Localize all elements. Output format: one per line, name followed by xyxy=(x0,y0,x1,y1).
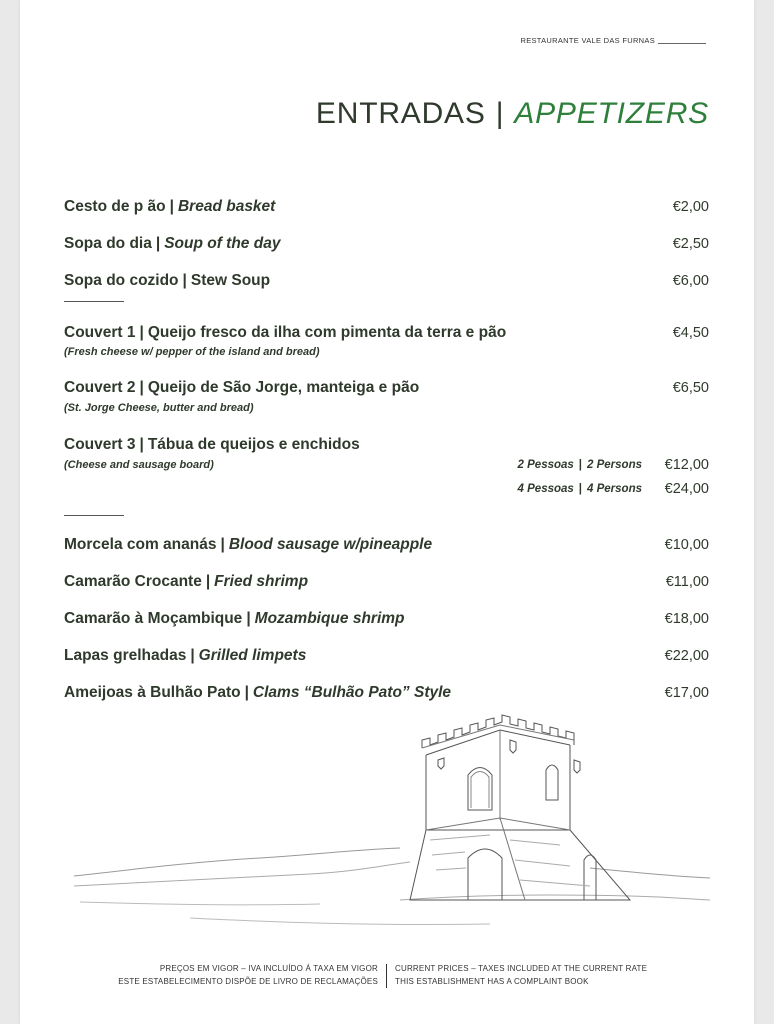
item-name-pt: Couvert 3 xyxy=(64,436,136,453)
item-price: €6,50 xyxy=(672,380,709,396)
option-pt: 4 Pessoas xyxy=(517,483,574,495)
item-name-en: Tábua de queijos e enchidos xyxy=(147,436,360,453)
item-price: €4,50 xyxy=(672,325,709,341)
item-name-pt: Lapas grelhadas xyxy=(64,647,187,664)
menu-item-grilled-limpets xyxy=(64,647,306,665)
title-separator: | xyxy=(495,97,505,130)
page-title xyxy=(316,97,709,131)
footer-divider xyxy=(386,964,387,988)
menu-item-fried-shrimp xyxy=(64,573,308,591)
separator: | xyxy=(578,483,583,495)
section-divider xyxy=(64,515,124,516)
option-pt: 2 Pessoas xyxy=(517,459,574,471)
option-en: 2 Persons xyxy=(587,459,642,471)
menu-item-mozambique-shrimp xyxy=(64,610,405,628)
title-portuguese: ENTRADAS xyxy=(315,97,486,130)
separator: | xyxy=(169,198,174,215)
footer-right-line2: THIS ESTABLISHMENT HAS A COMPLAINT BOOK xyxy=(395,977,589,986)
option-persons xyxy=(518,483,642,495)
item-name-en: Fried shrimp xyxy=(214,573,309,590)
item-price: €17,00 xyxy=(664,685,709,701)
separator: | xyxy=(578,459,583,471)
item-name-en: Grilled limpets xyxy=(198,647,307,664)
item-price: €6,00 xyxy=(672,273,709,289)
item-description: (Cheese and sausage board) xyxy=(64,459,214,471)
item-price: €2,50 xyxy=(672,236,709,252)
option-persons xyxy=(518,459,642,471)
separator: | xyxy=(205,573,211,590)
separator: | xyxy=(139,436,144,453)
menu-item-couvert-1 xyxy=(64,324,506,342)
item-name-en: Bread basket xyxy=(177,198,276,215)
menu-page xyxy=(20,0,754,1024)
menu-item-couvert-3 xyxy=(64,436,360,454)
item-price: €22,00 xyxy=(664,648,709,664)
option-en: 4 Persons xyxy=(587,483,642,495)
item-name-en: Stew Soup xyxy=(190,272,271,289)
item-price: €11,00 xyxy=(665,574,709,590)
separator: | xyxy=(190,647,195,664)
blank-line xyxy=(658,43,706,44)
restaurant-name xyxy=(520,36,706,45)
item-name-pt: Camarão Crocante xyxy=(64,573,202,590)
separator: | xyxy=(220,536,225,553)
separator: | xyxy=(182,272,187,289)
item-price: €10,00 xyxy=(664,537,709,553)
item-name-en: Clams “Bulhão Pato” Style xyxy=(252,684,452,701)
item-name-en: Mozambique shrimp xyxy=(254,610,405,627)
footer-right-line1: CURRENT PRICES – TAXES INCLUDED AT THE CURRENT RATE xyxy=(395,964,648,973)
footer-right xyxy=(395,962,647,988)
item-description: (Fresh cheese w/ pepper of the island and bread) xyxy=(64,346,320,358)
footer-left xyxy=(118,962,378,988)
item-name-pt: Ameijoas à Bulhão Pato xyxy=(64,684,241,701)
footer-left-line2: ESTE ESTABELECIMENTO DISPÕE DE LIVRO DE RECLAMAÇÕES xyxy=(118,977,378,986)
title-english: APPETIZERS xyxy=(514,97,709,130)
footer-left-line1: PREÇOS EM VIGOR – IVA INCLUÍDO Á TAXA EM VIGOR xyxy=(159,964,378,973)
menu-item-soup-of-the-day xyxy=(64,235,280,253)
tower-illustration xyxy=(70,690,710,940)
item-name-en: Soup of the day xyxy=(164,235,281,252)
item-name-pt: Camarão à Moçambique xyxy=(64,610,243,627)
item-description: (St. Jorge Cheese, butter and bread) xyxy=(64,402,254,414)
item-name-pt: Sopa do dia xyxy=(64,235,152,252)
menu-item-stew-soup xyxy=(64,272,270,290)
item-price: €2,00 xyxy=(672,199,709,215)
separator: | xyxy=(139,379,144,396)
item-name-pt: Sopa do cozido xyxy=(64,272,179,289)
separator: | xyxy=(139,324,144,341)
item-name-en: Blood sausage w/pineapple xyxy=(228,536,433,553)
item-name-en: Queijo fresco da ilha com pimenta da terra e pão xyxy=(147,324,507,341)
item-name-pt: Cesto de p ão xyxy=(64,198,166,215)
section-divider xyxy=(64,301,124,302)
separator: | xyxy=(244,684,249,701)
option-price: €12,00 xyxy=(664,457,709,473)
item-name-en: Queijo de São Jorge, manteiga e pão xyxy=(147,379,420,396)
restaurant-name-text: RESTAURANTE VALE DAS FURNAS xyxy=(520,36,655,45)
separator: | xyxy=(155,235,161,252)
item-name-pt: Couvert 2 xyxy=(64,379,136,396)
option-price: €24,00 xyxy=(664,481,709,497)
item-name-pt: Couvert 1 xyxy=(64,324,136,341)
separator: | xyxy=(246,610,251,627)
item-price: €18,00 xyxy=(664,611,709,627)
item-name-pt: Morcela com ananás xyxy=(64,536,217,553)
menu-item-blood-sausage xyxy=(64,536,432,554)
menu-item-couvert-2 xyxy=(64,379,419,397)
menu-item-bread-basket xyxy=(64,198,275,216)
